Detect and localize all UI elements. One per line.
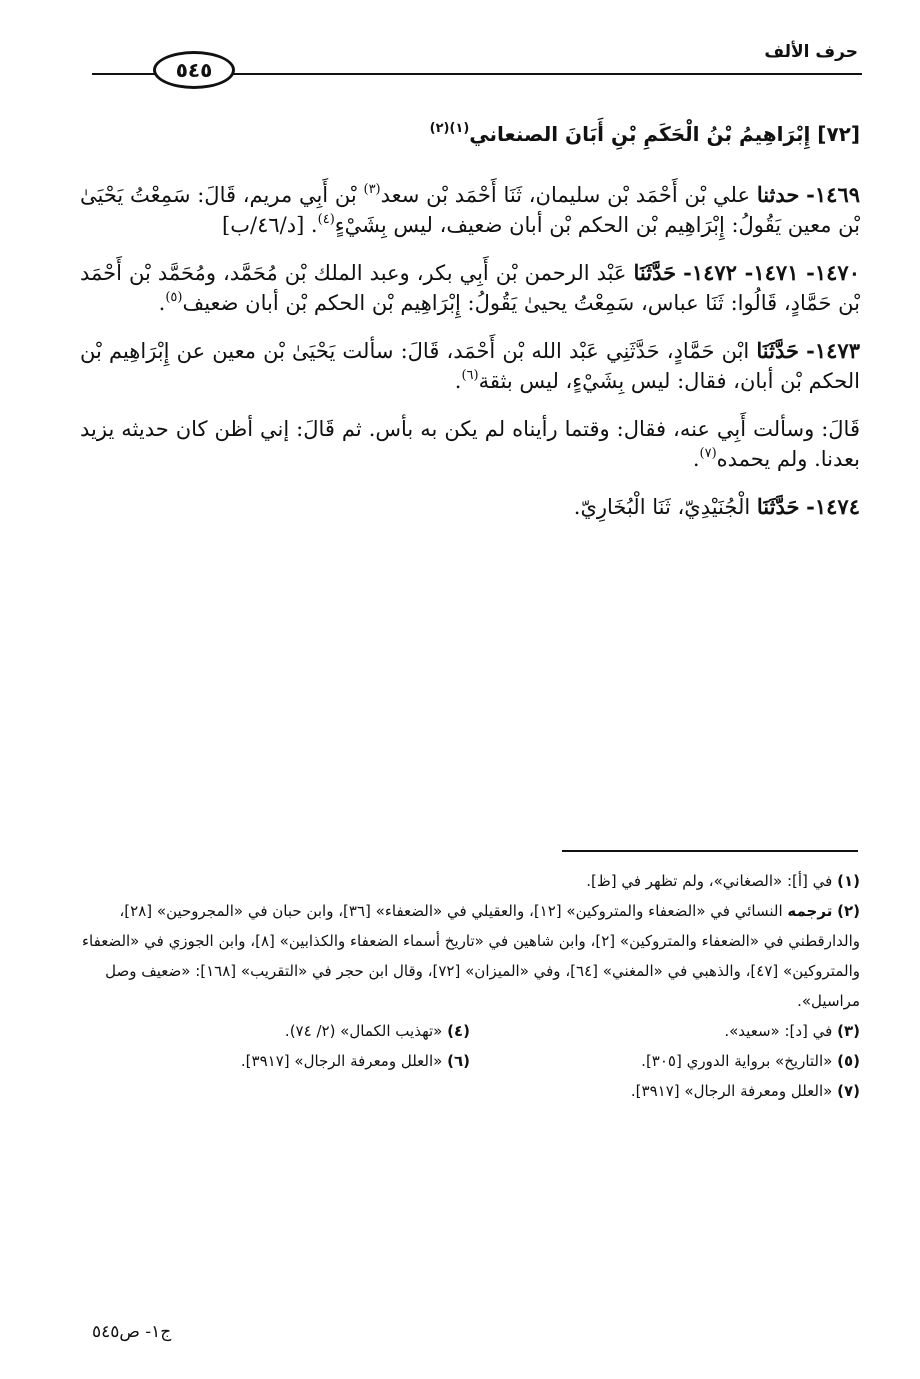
narration-1473: [80, 336, 860, 396]
footnote-mark: (٧): [837, 1082, 860, 1100]
footnote-1: [80, 866, 860, 896]
footnote-row: [80, 1046, 860, 1076]
footnote-3: [470, 1016, 860, 1046]
footnote-7: [80, 1076, 860, 1106]
narration-1469: [80, 180, 860, 240]
footnote-mark: (٤): [447, 1022, 470, 1040]
page-number-badge: ٥٤٥: [153, 51, 235, 89]
narration-text: بْن أَبِي مريم، قَالَ: سَمِعْتُ يَحْيَىٰ بْن معين يَقُولُ: إِبْرَاهِيم بْن الحكم بْن أبان ضعيف، ليس بِشَيْءٍ: [80, 183, 860, 237]
footnote-mark: (٦): [447, 1052, 470, 1070]
manuscript-ref: . [د/٤٦/ب]: [222, 213, 318, 237]
narration-continuation: [80, 414, 860, 474]
narration-text: قَالَ: وسألت أَبِي عنه، فقال: وقتما رأيناه لم يكن به بأس. ثم قَالَ: إني أظن كان حديثه يزيد بعدنا. ولم يحمده: [80, 417, 860, 471]
narration-number: ١٤٧٤-: [806, 494, 860, 519]
running-head: حرف الألف: [764, 42, 858, 62]
footnotes: [80, 866, 860, 1106]
narration-number: ١٤٦٩-: [806, 182, 861, 207]
narration-1470-1472: [80, 258, 860, 318]
footnote-ref: (٦): [461, 368, 479, 383]
footnote-5: [470, 1046, 860, 1076]
narration-lead: حَدَّثَنَا: [756, 338, 799, 363]
narration-text: .: [692, 447, 700, 471]
narration-number: ١٤٧٠- ١٤٧١- ١٤٧٢-: [683, 260, 860, 285]
footnote-mark: (١): [837, 872, 860, 890]
footnote-text: في [د]: «سعيد».: [724, 1022, 833, 1040]
narration-text: .: [454, 369, 462, 393]
footnote-lead: ترجمه: [787, 902, 833, 920]
footnote-mark: (٣): [837, 1022, 860, 1040]
footnote-ref: (٧): [699, 446, 717, 461]
footnote-text: «تهذيب الكمال» (٢/ ٧٤).: [284, 1022, 443, 1040]
footnote-4: [80, 1016, 470, 1046]
entry-name: إِبْرَاهِيمُ بْنُ الْحَكَمِ بْنِ أَبَانَ الصنعاني: [469, 122, 811, 146]
narration-text: علي بْن أَحْمَد بْن سليمان، ثَنَا أَحْمَد بْن سعد: [380, 183, 751, 207]
footnote-ref: (٣): [363, 182, 381, 197]
footnote-separator: [562, 850, 858, 852]
narration-text: الْجُنَيْدِيّ، ثَنَا الْبُخَارِيّ.: [573, 495, 751, 519]
footnote-ref: (٤): [317, 212, 335, 227]
footnote-text: في [أ]: «الصغاني»، ولم تظهر في [ظ].: [586, 872, 833, 890]
footnote-ref: (٥): [165, 290, 183, 305]
footnote-text: «العلل ومعرفة الرجال» [٣٩١٧].: [240, 1052, 443, 1070]
narration-number: ١٤٧٣-: [806, 338, 860, 363]
entry-number: [٧٢]: [817, 122, 860, 146]
footnote-text: «التاريخ» برواية الدوري [٣٠٥].: [641, 1052, 833, 1070]
narration-text: ابْن حَمَّادٍ، حَدَّثَنِي عَبْد الله بْن أَحْمَد، قَالَ: سألت يَحْيَىٰ بْن معين عن إِبْرَاهِيم بْن الحكم بْن أبان، فقال: ليس بِشَيْءٍ، ليس بثقة: [80, 339, 860, 393]
footnote-6: [80, 1046, 470, 1076]
narration-lead: حَدَّثَنَا: [633, 260, 677, 285]
entry-heading: [60, 122, 860, 146]
narration-text: .: [158, 291, 166, 315]
narration-lead: حَدَّثَنَا: [756, 494, 800, 519]
footnote-row: [80, 1016, 860, 1046]
footnote-mark: (٢): [837, 902, 860, 920]
footnote-text: «العلل ومعرفة الرجال» [٣٩١٧].: [630, 1082, 833, 1100]
body-text: [80, 180, 860, 540]
footnote-2: [80, 896, 860, 1016]
narration-lead: حدثنا: [756, 182, 800, 207]
narration-1474: [80, 492, 860, 522]
narration-text: عَبْد الرحمن بْن أَبِي بكر، وعبد الملك بْن مُحَمَّد، ومُحَمَّد بْن أَحْمَد بْن حَمَّادٍ، قَالُوا: ثَنَا عباس، سَمِعْتُ يحيىٰ يَقُولُ: إِبْرَاهِيم بْن الحكم بْن أبان ضعيف: [80, 261, 860, 315]
footnote-text: النسائي في «الضعفاء والمتروكين» [١٢]، والعقيلي في «الضعفاء» [٣٦]، وابن حبان في «المجروحين» [٢٨]، والدارقطني في «الضعفاء والمتروكين» [٢]، وابن شاهين في «تاريخ أسماء الضعفاء والكذابين» [٨]، وابن الجوزي في «الضعفاء والمتروكين» [٤٧]، والذهبي في «المغني» [٦٤]، وفي «الميزان» [٧٢]، وقال ابن حجر في «التقريب» [١٦٨]: «ضعيف وصل مراسيل».: [81, 902, 860, 1010]
entry-footnote-marks: (١)(٢): [429, 121, 470, 136]
footnote-mark: (٥): [837, 1052, 860, 1070]
volume-page-reference: ج١- ص٥٤٥: [92, 1322, 172, 1342]
